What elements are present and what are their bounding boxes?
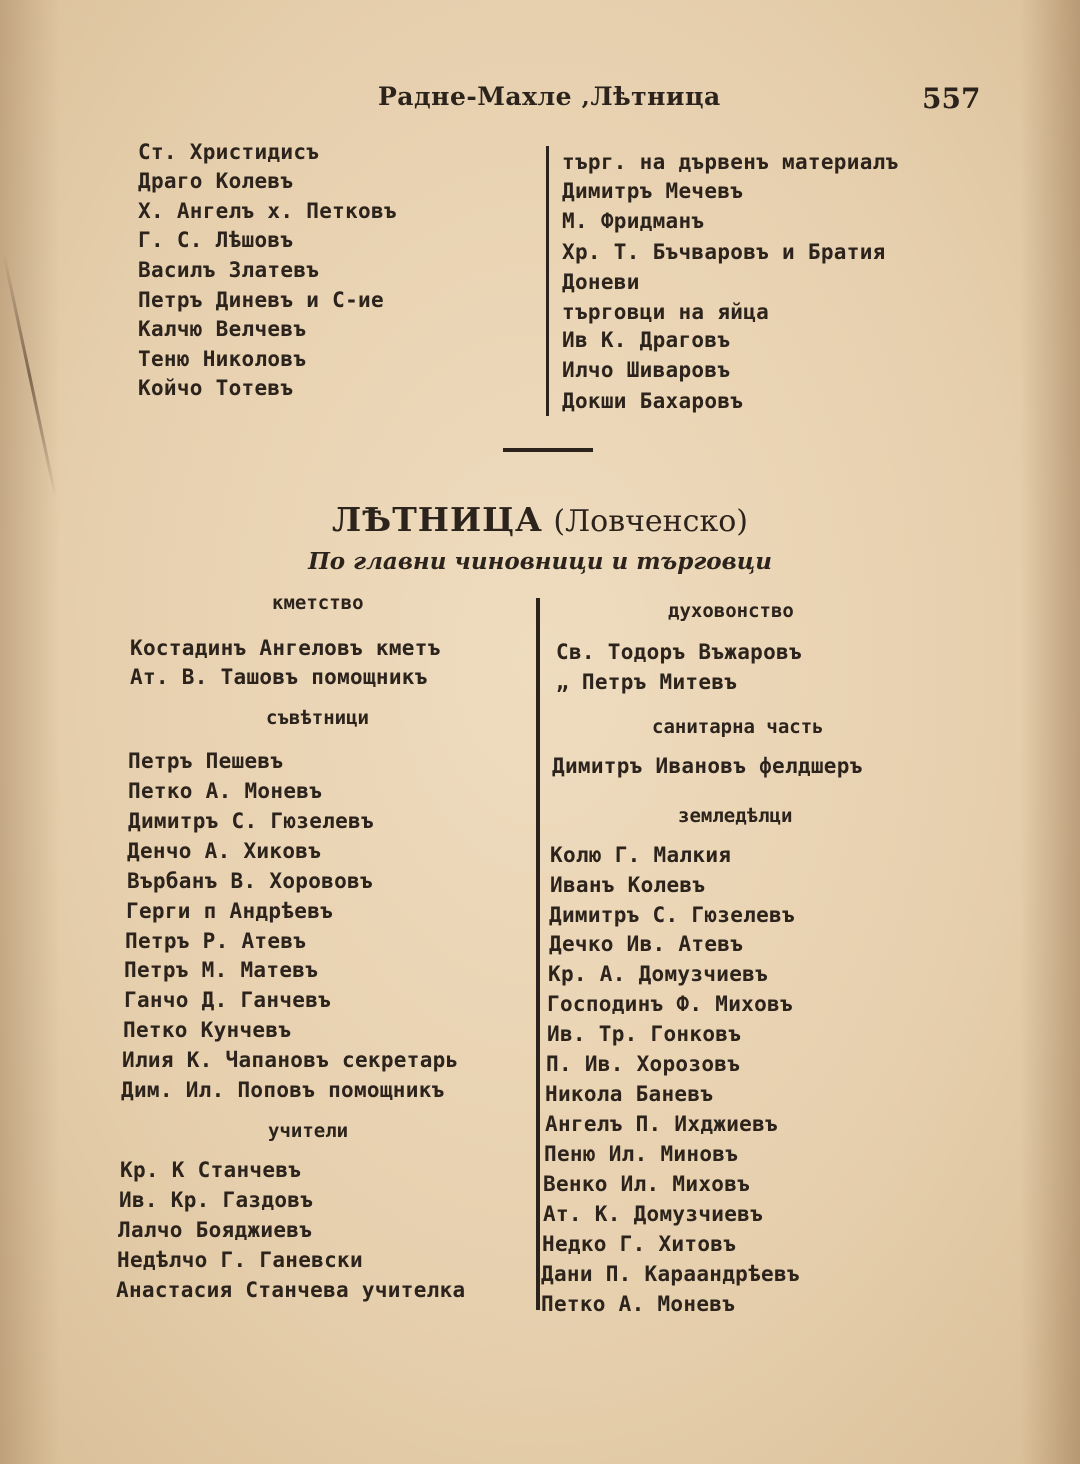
list-item: М. Фридманъ (562, 209, 705, 233)
main-column-rule (536, 598, 540, 1310)
list-item: Петко А. Моневъ (541, 1292, 736, 1316)
list-item: Калчю Велчевъ (138, 317, 307, 341)
list-item: търг. на дървенъ материалъ (562, 150, 899, 174)
heading-sanitarna: санитарна часть (652, 716, 824, 738)
list-item: Хр. Т. Бъчваровъ и Братия (562, 240, 886, 264)
list-item: Иванъ Колевъ (550, 873, 706, 897)
list-item: Василъ Златевъ (138, 258, 320, 282)
list-item: Димитръ Мечевъ (562, 179, 744, 203)
list-item: Петръ М. Матевъ (124, 958, 319, 982)
list-item: Драго Колевъ (138, 169, 294, 193)
region-name: (Ловченско) (553, 504, 748, 539)
list-item: Дани П. Караандрѣевъ (541, 1262, 800, 1286)
list-item: Илия К. Чапановъ секретарь (122, 1048, 459, 1072)
list-item: Димитръ Ивановъ фелдшеръ (552, 754, 863, 778)
top-column-rule (546, 146, 549, 416)
town-name: ЛѢТНИЦА (331, 500, 543, 539)
list-item: Петръ Р. Атевъ (125, 929, 307, 953)
page-number: 557 (922, 82, 981, 115)
list-item: Теню Николовъ (138, 347, 307, 371)
list-item: Петко Кунчевъ (123, 1018, 292, 1042)
list-item: „ Петръ Митевъ (556, 670, 738, 694)
heading-savetnitsi: съвѣтници (266, 707, 369, 729)
list-item: Дим. Ил. Поповъ помощникъ (121, 1078, 445, 1102)
list-item: Койчо Тотевъ (138, 376, 294, 400)
section-title (0, 500, 1080, 539)
list-item: Върбанъ В. Хорововъ (127, 869, 373, 893)
list-item: Ив. Тр. Гонковъ (547, 1022, 742, 1046)
list-item: Кр. А. Домузчиевъ (548, 962, 769, 986)
list-item: Кр. К Станчевъ (120, 1158, 302, 1182)
list-item: Димитръ С. Гюзелевъ (549, 903, 795, 927)
list-item: Петръ Пешевъ (128, 749, 284, 773)
page-left-edge (0, 0, 60, 1464)
list-item: Денчо А. Хиковъ (127, 839, 322, 863)
page-header (0, 82, 1080, 122)
section-subtitle: По главни чиновници и търговци (308, 548, 772, 575)
list-item: Димитръ С. Гюзелевъ (128, 809, 374, 833)
list-item: Недко Г. Хитовъ (542, 1232, 737, 1256)
list-item: Св. Тодоръ Въжаровъ (556, 640, 802, 664)
list-item: Ат. К. Домузчиевъ (543, 1202, 764, 1226)
heading-zemledeltsi: земледѣлци (678, 805, 793, 827)
heading-kmetstvo: кметство (272, 592, 364, 614)
page-crease (2, 252, 57, 497)
list-item: Анастасия Станчева учителка (116, 1278, 466, 1302)
list-item: Герги п Андрѣевъ (126, 899, 334, 923)
list-item: Венко Ил. Миховъ (543, 1172, 751, 1196)
list-item: Лалчо Бояджиевъ (118, 1218, 313, 1242)
list-item: Ив К. Драговъ (562, 328, 731, 352)
list-item: Петръ Диневъ и С-ие (138, 288, 384, 312)
section-divider (503, 448, 593, 452)
list-item: Петко А. Моневъ (128, 779, 323, 803)
list-item: Костадинъ Ангеловъ кметъ (130, 636, 441, 660)
list-item: Колю Г. Малкия (550, 843, 732, 867)
list-item: Ганчо Д. Ганчевъ (124, 988, 332, 1012)
list-item: П. Ив. Хорозовъ (546, 1052, 741, 1076)
list-item: Недѣлчо Г. Ганевски (117, 1248, 363, 1272)
heading-uchiteli: учители (268, 1120, 349, 1142)
list-item: Пеню Ил. Миновъ (544, 1142, 739, 1166)
list-item: Господинъ Ф. Миховъ (547, 992, 793, 1016)
page-right-edge (1020, 0, 1080, 1464)
list-item: Доневи (562, 270, 640, 294)
list-item: търговци на яйца (562, 300, 770, 324)
list-item: Г. С. Лѣшовъ (138, 228, 294, 252)
list-item: Ат. В. Ташовъ помощникъ (130, 665, 428, 689)
heading-duhovenstvo: духовонство (668, 600, 794, 622)
running-title: Радне-Махле ‚Лѣтница (378, 82, 721, 111)
list-item: Дечко Ив. Атевъ (549, 932, 744, 956)
list-item: Докши Бахаровъ (562, 389, 744, 413)
list-item: Илчо Шиваровъ (562, 358, 731, 382)
list-item: Х. Ангелъ х. Петковъ (138, 199, 397, 223)
list-item: Ангелъ П. Ихджиевъ (545, 1112, 778, 1136)
list-item: Ив. Кр. Газдовъ (119, 1188, 314, 1212)
list-item: Ст. Христидисъ (138, 140, 320, 164)
list-item: Никола Баневъ (545, 1082, 714, 1106)
